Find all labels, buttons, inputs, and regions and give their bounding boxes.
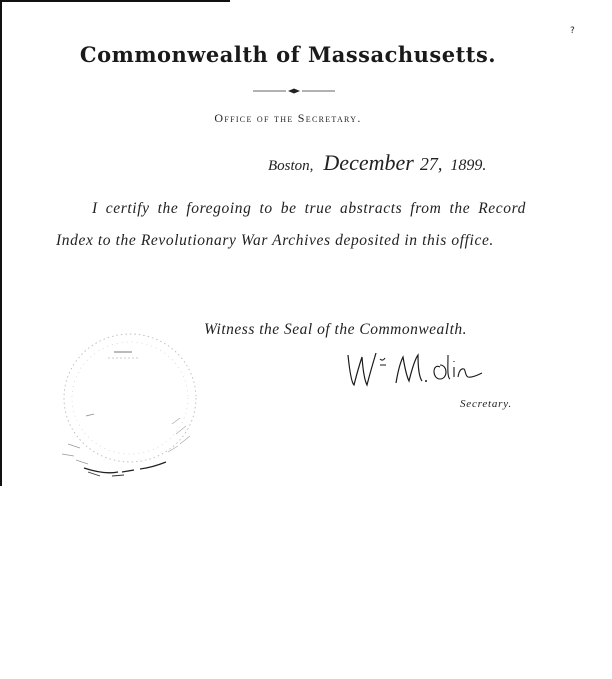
signature bbox=[340, 345, 490, 395]
scan-edge-top bbox=[0, 0, 230, 2]
flourish-divider bbox=[253, 86, 335, 96]
signature-title: Secretary. bbox=[460, 398, 512, 410]
scan-edge-left bbox=[0, 0, 2, 486]
page-title: Commonwealth of Massachusetts. bbox=[79, 42, 497, 67]
witness-statement: Witness the Seal of the Commonwealth. bbox=[204, 321, 468, 338]
embossed-seal bbox=[48, 322, 218, 482]
date-month: December bbox=[323, 150, 414, 175]
date-day: 27, bbox=[419, 154, 443, 174]
date-year: 1899. bbox=[450, 157, 487, 174]
office-subtitle: Office of the Secretary. bbox=[214, 111, 362, 125]
certification-text bbox=[56, 193, 526, 257]
date-line bbox=[268, 150, 486, 176]
corner-mark: ? bbox=[570, 26, 575, 36]
certification-body: I certify the foregoing to be true abstracts from the Record Index to the Revolutionary War Archives deposited in this office. bbox=[56, 200, 526, 249]
date-city: Boston, bbox=[268, 158, 314, 174]
